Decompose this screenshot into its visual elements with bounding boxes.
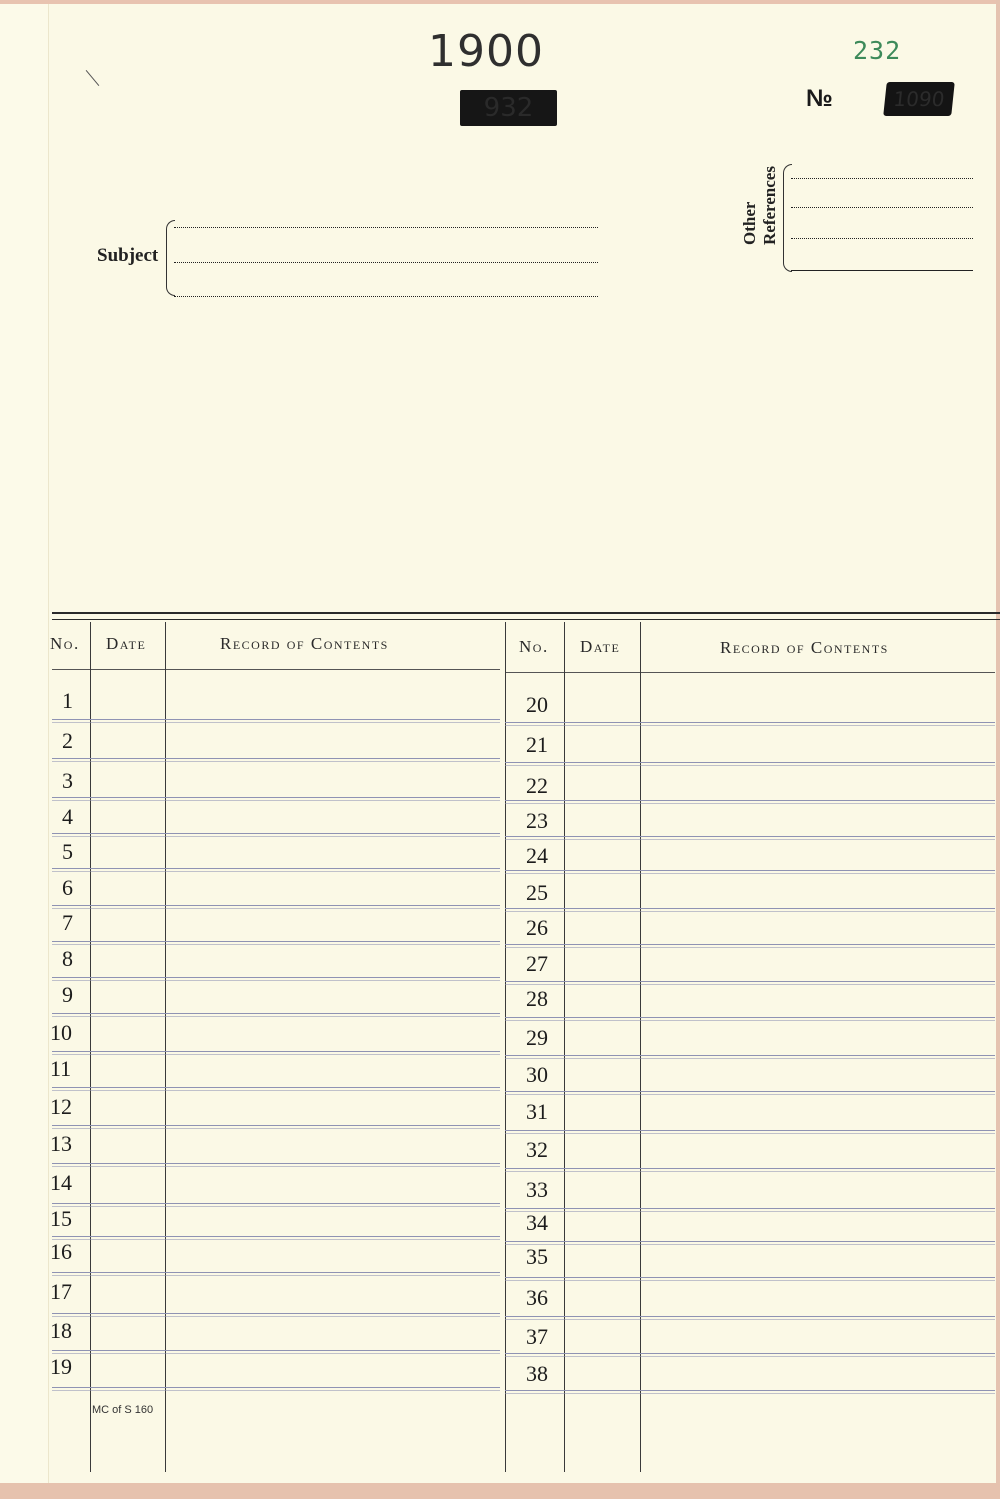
row-number-right: 28 — [526, 986, 548, 1011]
table-top-rule-thin — [52, 619, 1000, 620]
col-divider-2 — [165, 622, 166, 1472]
row-rule-left — [52, 944, 500, 945]
subject-line-3[interactable] — [174, 296, 598, 297]
row-rule-left — [52, 868, 500, 869]
other-reference-line-4[interactable] — [791, 270, 973, 271]
row-rule-left — [52, 836, 500, 837]
row-rule-right — [505, 1280, 995, 1281]
row-rule-right — [505, 944, 995, 945]
row-rule-right — [505, 1055, 995, 1056]
row-rule-right — [505, 1319, 995, 1320]
row-number-left: 18 — [50, 1318, 72, 1343]
row-number-right: 30 — [526, 1062, 548, 1087]
row-number-left: 9 — [62, 982, 73, 1007]
paper-edge-right — [996, 0, 1000, 1499]
row-rule-right — [505, 1316, 995, 1317]
subject-brace — [166, 220, 175, 296]
row-rule-left — [52, 941, 500, 942]
row-rule-left — [52, 758, 500, 759]
row-rule-left — [52, 761, 500, 762]
form-code: MC of S 160 — [92, 1404, 154, 1416]
row-number-left: 17 — [50, 1279, 72, 1304]
row-rule-left — [52, 980, 500, 981]
row-rule-left — [52, 1239, 500, 1240]
row-number-left: 2 — [62, 728, 73, 753]
row-rule-left — [52, 1350, 500, 1351]
row-rule-right — [505, 725, 995, 726]
row-rule-left — [52, 1203, 500, 1204]
row-rule-right — [505, 762, 995, 763]
row-rule-left — [52, 1316, 500, 1317]
row-number-right: 32 — [526, 1137, 548, 1162]
stamp-number: 232 — [853, 36, 902, 65]
row-rule-left — [52, 1236, 500, 1237]
row-rule-right — [505, 1353, 995, 1354]
other-references-line2: References — [760, 166, 779, 245]
row-rule-right — [505, 1393, 995, 1394]
col-header-no-left: No. — [50, 634, 80, 653]
row-rule-left — [52, 719, 500, 720]
col-header-no-right: No. — [519, 637, 549, 656]
row-rule-right — [505, 1091, 995, 1092]
row-rule-right — [505, 947, 995, 948]
row-rule-right — [505, 908, 995, 909]
row-rule-left — [52, 800, 500, 801]
row-number-right: 37 — [526, 1324, 548, 1349]
col-divider-4 — [640, 622, 641, 1472]
row-rule-left — [52, 1125, 500, 1126]
row-number-left: 12 — [50, 1094, 72, 1119]
row-rule-left — [52, 1128, 500, 1129]
row-number-right: 24 — [526, 843, 548, 868]
row-rule-right — [505, 1058, 995, 1059]
other-references-label — [740, 166, 780, 245]
row-rule-right — [505, 1017, 995, 1018]
row-number-left: 15 — [50, 1206, 72, 1231]
row-number-right: 22 — [526, 773, 548, 798]
other-references-line1: Other — [740, 201, 759, 245]
row-number-left: 7 — [62, 910, 73, 935]
row-rule-left — [52, 1163, 500, 1164]
row-number-left: 3 — [62, 768, 73, 793]
paper-edge-top — [0, 0, 1000, 4]
row-rule-right — [505, 1277, 995, 1278]
row-rule-left — [52, 797, 500, 798]
number-label: № — [806, 85, 833, 112]
binding-margin — [0, 0, 49, 1499]
subject-line-2[interactable] — [174, 262, 598, 263]
col-divider-center — [505, 622, 506, 1472]
row-rule-right — [505, 984, 995, 985]
row-number-right: 34 — [526, 1210, 548, 1235]
other-reference-line-1[interactable] — [791, 178, 973, 179]
row-number-right: 38 — [526, 1361, 548, 1386]
file-number-redacted: 1090 — [883, 82, 955, 116]
row-rule-right — [505, 1130, 995, 1131]
row-number-left: 11 — [50, 1056, 72, 1081]
row-rule-right — [505, 870, 995, 871]
col-header-record-right: Record of Contents — [720, 638, 889, 657]
row-rule-left — [52, 1387, 500, 1388]
row-rule-left — [52, 833, 500, 834]
row-rule-right — [505, 1168, 995, 1169]
row-rule-left — [52, 1166, 500, 1167]
row-rule-left — [52, 905, 500, 906]
row-rule-right — [505, 722, 995, 723]
row-number-right: 29 — [526, 1025, 548, 1050]
row-rule-right — [505, 911, 995, 912]
row-rule-right — [505, 839, 995, 840]
row-number-right: 23 — [526, 808, 548, 833]
col-header-date-left: Date — [106, 634, 147, 653]
col-divider-3 — [564, 622, 565, 1472]
row-number-left: 14 — [50, 1170, 72, 1195]
row-rule-right — [505, 1094, 995, 1095]
row-number-left: 19 — [50, 1354, 72, 1379]
row-rule-right — [505, 1356, 995, 1357]
row-number-right: 21 — [526, 732, 548, 757]
row-rule-left — [52, 1272, 500, 1273]
row-rule-left — [52, 1054, 500, 1055]
row-number-right: 26 — [526, 915, 548, 940]
row-rule-left — [52, 1206, 500, 1207]
other-references-brace — [783, 164, 792, 272]
row-number-left: 10 — [50, 1020, 72, 1045]
row-number-left: 16 — [50, 1239, 72, 1264]
row-rule-right — [505, 765, 995, 766]
row-rule-right — [505, 1171, 995, 1172]
row-number-left: 8 — [62, 946, 73, 971]
row-rule-left — [52, 908, 500, 909]
row-number-right: 35 — [526, 1244, 548, 1269]
row-rule-left — [52, 871, 500, 872]
row-number-left: 4 — [62, 804, 73, 829]
row-rule-right — [505, 873, 995, 874]
col-header-record-left: Record of Contents — [220, 634, 389, 653]
subject-line-1[interactable] — [174, 227, 598, 228]
pencil-mark — [86, 70, 100, 86]
other-reference-line-2[interactable] — [791, 207, 973, 208]
row-rule-left — [52, 722, 500, 723]
row-number-right: 20 — [526, 692, 548, 717]
other-reference-line-3[interactable] — [791, 238, 973, 239]
year-redacted-label: 932 — [460, 90, 557, 126]
row-number-left: 5 — [62, 839, 73, 864]
row-rule-left — [52, 1016, 500, 1017]
row-rule-right — [505, 1211, 995, 1212]
row-rule-right — [505, 1208, 995, 1209]
header-underline-right — [505, 672, 995, 673]
row-rule-right — [505, 803, 995, 804]
row-rule-left — [52, 1087, 500, 1088]
row-rule-right — [505, 1241, 995, 1242]
row-number-right: 31 — [526, 1099, 548, 1124]
row-rule-left — [52, 1390, 500, 1391]
row-rule-right — [505, 836, 995, 837]
row-rule-left — [52, 977, 500, 978]
row-number-right: 25 — [526, 880, 548, 905]
row-number-left: 13 — [50, 1131, 72, 1156]
row-number-left: 6 — [62, 875, 73, 900]
header-underline-left — [52, 669, 500, 670]
row-rule-left — [52, 1013, 500, 1014]
col-header-date-right: Date — [580, 637, 621, 656]
row-rule-left — [52, 1275, 500, 1276]
year-heading: 1900 — [428, 26, 544, 77]
row-rule-right — [505, 1020, 995, 1021]
row-rule-left — [52, 1353, 500, 1354]
row-rule-right — [505, 800, 995, 801]
paper-edge-bottom — [0, 1483, 1000, 1499]
row-number-right: 27 — [526, 951, 548, 976]
table-top-rule — [52, 612, 1000, 614]
row-rule-left — [52, 1313, 500, 1314]
row-number-left: 1 — [62, 688, 73, 713]
row-rule-left — [52, 1090, 500, 1091]
row-rule-right — [505, 1244, 995, 1245]
subject-label: Subject — [97, 245, 159, 266]
row-number-right: 33 — [526, 1177, 548, 1202]
row-rule-left — [52, 1051, 500, 1052]
row-rule-right — [505, 981, 995, 982]
row-number-right: 36 — [526, 1285, 548, 1310]
row-rule-right — [505, 1390, 995, 1391]
row-rule-right — [505, 1133, 995, 1134]
col-divider-1 — [90, 622, 91, 1472]
